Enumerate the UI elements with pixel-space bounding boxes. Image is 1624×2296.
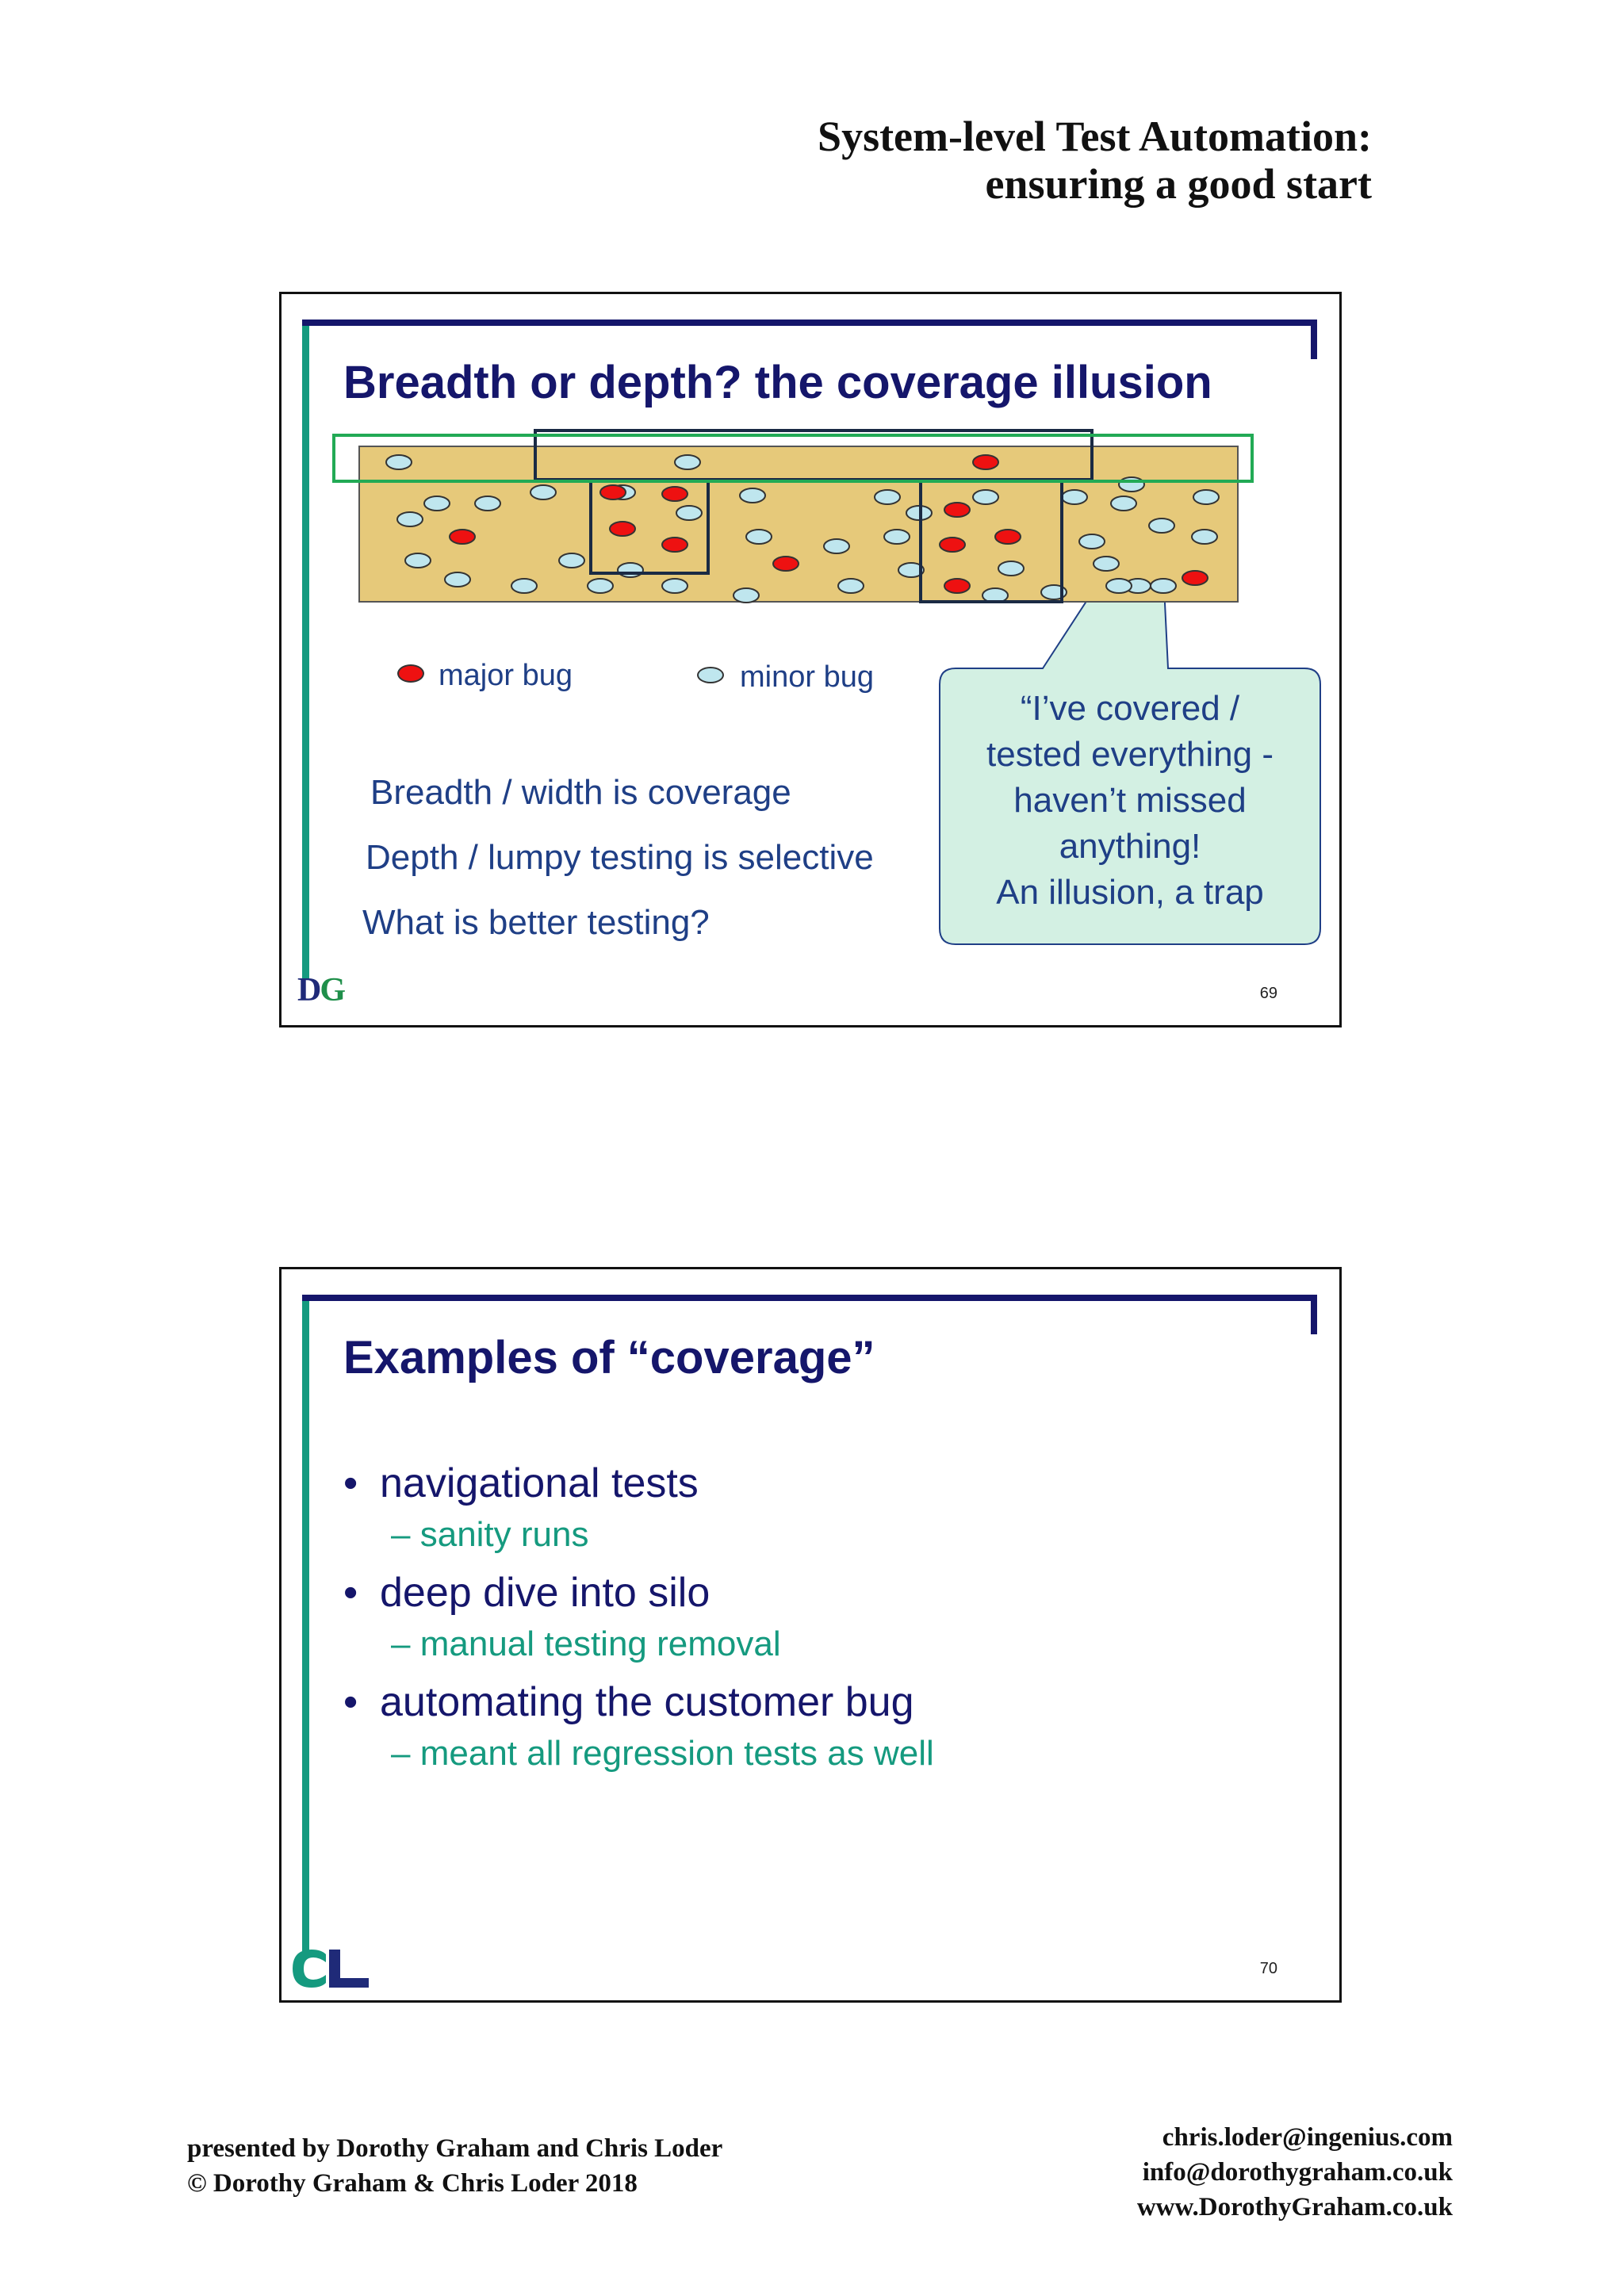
major-bug-dot	[600, 485, 626, 499]
callout-line: anything!	[1059, 827, 1201, 866]
minor-bug-dot	[838, 579, 864, 593]
minor-bug-dot	[386, 455, 412, 469]
sub-bullet-text: meant all regression tests as well	[419, 1734, 934, 1773]
callout-line: “I’ve covered /	[1020, 689, 1240, 728]
minor-bug-dot	[1094, 557, 1119, 571]
major-bug-dot	[662, 487, 688, 501]
footer-website[interactable]: www.DorothyGraham.co.uk	[1136, 2193, 1453, 2221]
bug-field	[359, 446, 1238, 602]
sub-bullet-mark: –	[391, 1734, 411, 1773]
dg-logo	[297, 971, 344, 1009]
sub-bullet-item	[391, 1734, 934, 1774]
major-bug-dot	[940, 538, 965, 552]
bullet-item	[343, 1678, 934, 1726]
minor-bug-icon	[697, 667, 724, 683]
minor-bug-dot	[733, 588, 759, 603]
minor-bug-dot	[1149, 519, 1174, 533]
minor-bug-dot	[746, 530, 772, 544]
legend-minor-label: minor bug	[740, 660, 874, 694]
legend-major-bug	[397, 659, 573, 693]
footer-copyright: © Dorothy Graham & Chris Loder 2018	[187, 2169, 638, 2198]
minor-bug-dot	[1106, 579, 1132, 593]
minor-bug-dot	[1062, 490, 1087, 504]
major-bug-dot	[944, 503, 970, 517]
minor-bug-dot	[875, 490, 900, 504]
bullet-text: deep dive into silo	[380, 1570, 710, 1616]
minor-bug-dot	[397, 512, 423, 526]
minor-bug-dot	[1079, 534, 1105, 549]
minor-bug-dot	[618, 563, 643, 577]
bullet-text: navigational tests	[380, 1460, 699, 1506]
bullet-item	[343, 1569, 934, 1617]
minor-bug-dot	[445, 572, 470, 587]
statement-depth: Depth / lumpy testing is selective	[366, 838, 874, 877]
footer-contacts	[1137, 2120, 1453, 2225]
sub-bullet-text: sanity runs	[419, 1515, 589, 1554]
legend-major-label: major bug	[439, 659, 573, 692]
cl-logo-l	[329, 1950, 369, 1988]
minor-bug-dot	[998, 561, 1024, 576]
bullet-text: automating the customer bug	[380, 1679, 914, 1725]
bullet-mark: •	[343, 1679, 358, 1725]
footer-email-chris[interactable]: chris.loder@ingenius.com	[1162, 2123, 1453, 2152]
minor-bug-dot	[530, 485, 556, 499]
footer-presented-by: presented by Dorothy Graham and Chris Loder	[187, 2134, 723, 2163]
minor-bug-dot	[1151, 579, 1176, 593]
sub-bullet-mark: –	[391, 1624, 411, 1663]
minor-bug-dot	[1119, 477, 1144, 492]
cl-logo-c	[293, 1950, 326, 1988]
slide-top-bar-tick	[1311, 1295, 1317, 1334]
minor-bug-dot	[588, 579, 613, 593]
minor-bug-dot	[1193, 490, 1219, 504]
slide-title: Examples of “coverage”	[343, 1332, 875, 1383]
minor-bug-dot	[475, 496, 500, 511]
callout-bubble	[1309, 430, 1317, 676]
document-title-line-1: System-level Test Automation:	[818, 113, 1372, 160]
dg-logo-d: D	[297, 972, 320, 1008]
statement-breadth: Breadth / width is coverage	[370, 773, 791, 812]
callout-line: An illusion, a trap	[996, 873, 1264, 912]
legend-minor-bug	[697, 660, 874, 695]
minor-bug-dot	[676, 506, 702, 520]
slide-top-bar	[302, 1295, 1317, 1301]
major-bug-dot	[450, 530, 475, 544]
major-bug-dot	[773, 557, 799, 571]
page-number: 69	[1259, 985, 1277, 1002]
slide-70	[279, 1267, 1342, 2003]
sub-bullet-item	[391, 1624, 934, 1664]
slide-69	[279, 292, 1342, 1027]
major-bug-dot	[995, 530, 1021, 544]
minor-bug-dot	[424, 496, 450, 511]
footer-email-info[interactable]: info@dorothygraham.co.uk	[1142, 2158, 1453, 2187]
sub-bullet-item	[391, 1515, 934, 1555]
sub-bullet-mark: –	[391, 1515, 411, 1554]
minor-bug-dot	[662, 579, 688, 593]
cl-logo	[289, 1948, 372, 1989]
sub-bullet-text: manual testing removal	[419, 1624, 781, 1663]
major-bug-dot	[662, 538, 688, 552]
major-bug-dot	[944, 579, 970, 593]
major-bug-dot	[610, 522, 635, 536]
minor-bug-dot	[559, 553, 584, 568]
minor-bug-dot	[973, 490, 998, 504]
minor-bug-dot	[405, 553, 431, 568]
slide-title: Breadth or depth? the coverage illusion	[343, 357, 1212, 408]
dg-logo-g: G	[320, 972, 345, 1008]
minor-bug-dot	[1111, 496, 1136, 511]
footer-presenters	[187, 2131, 722, 2201]
callout-line: haven’t missed	[1013, 781, 1247, 820]
callout-line: tested everything -	[986, 735, 1274, 774]
bullet-mark: •	[343, 1460, 358, 1506]
callout-text	[943, 686, 1317, 916]
major-bug-dot	[1182, 571, 1208, 585]
document-title	[818, 113, 1372, 208]
minor-bug-dot	[511, 579, 537, 593]
bullet-mark: •	[343, 1570, 358, 1616]
major-bug-dot	[973, 455, 998, 469]
bullet-item	[343, 1460, 934, 1507]
minor-bug-dot	[824, 539, 849, 553]
major-bug-icon	[397, 664, 424, 683]
minor-bug-dot	[740, 488, 765, 503]
slide-left-bar	[302, 1298, 309, 1954]
page-number: 70	[1259, 1960, 1277, 1977]
statement-question: What is better testing?	[362, 903, 710, 942]
document-title-line-2: ensuring a good start	[985, 160, 1372, 208]
bullet-list	[343, 1460, 934, 1774]
minor-bug-dot	[675, 455, 700, 469]
minor-bug-dot	[1192, 530, 1217, 544]
minor-bug-dot	[884, 530, 910, 544]
